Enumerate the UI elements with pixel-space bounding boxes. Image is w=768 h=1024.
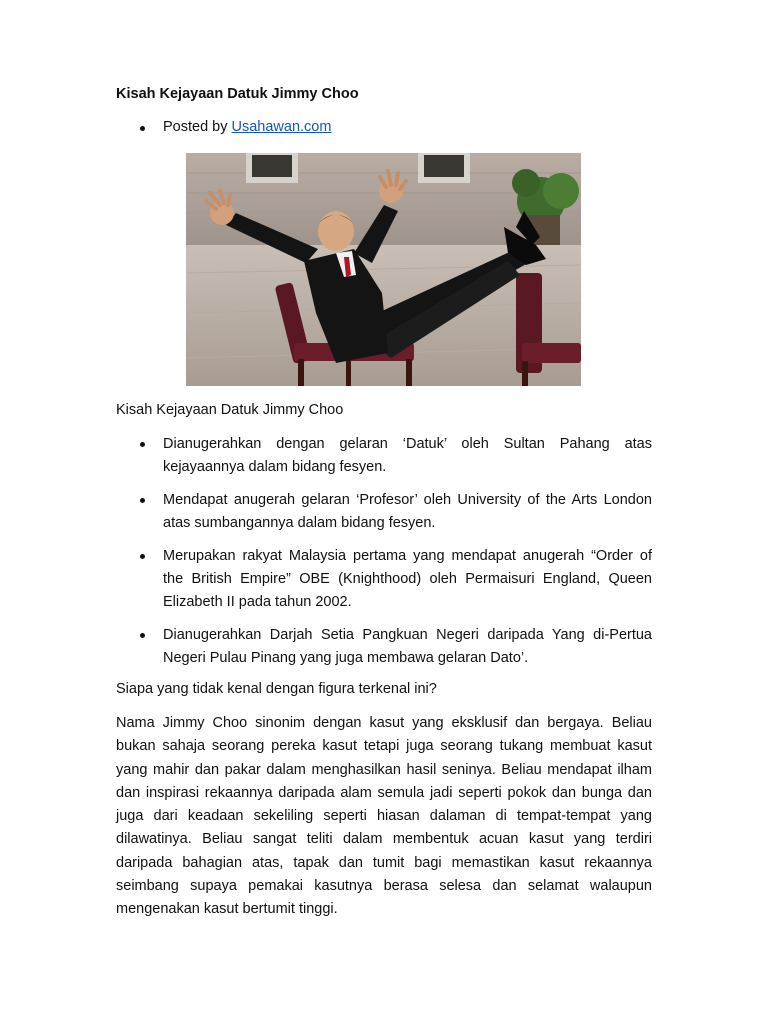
fact-item: Merupakan rakyat Malaysia pertama yang mendapat anugerah “Order of the British Empire” OBE (Knighthood) oleh Permaisuri England, Queen Elizabeth II pada tahun 2002. xyxy=(116,545,652,614)
source-link[interactable]: Usahawan.com xyxy=(231,119,332,135)
posted-by-list xyxy=(116,119,331,135)
section-subtitle: Kisah Kejayaan Datuk Jimmy Choo xyxy=(116,402,344,418)
person-on-chairs-photo xyxy=(186,153,581,386)
fact-item: Dianugerahkan dengan gelaran ‘Datuk’ oleh Sultan Pahang atas kejayaannya dalam bidang fesyen. xyxy=(116,433,652,479)
posted-by-item xyxy=(116,119,331,135)
question-text: Siapa yang tidak kenal dengan figura terkenal ini? xyxy=(116,681,437,697)
fact-item: Mendapat anugerah gelaran ‘Profesor’ oleh University of the Arts London atas sumbangannya dalam bidang fesyen. xyxy=(116,489,652,535)
document-title: Kisah Kejayaan Datuk Jimmy Choo xyxy=(116,86,359,102)
facts-list xyxy=(116,433,652,680)
fact-item: Dianugerahkan Darjah Setia Pangkuan Negeri daripada Yang di-Pertua Negeri Pulau Pinang yang juga membawa gelaran Dato’. xyxy=(116,624,652,670)
posted-by-prefix: Posted by xyxy=(163,119,232,135)
body-paragraph: Nama Jimmy Choo sinonim dengan kasut yang eksklusif dan bergaya. Beliau bukan sahaja seorang pereka kasut tetapi juga seorang tukang membuat kasut yang mahir dan pakar dalam menghasilkan hasil seninya. Beliau mendapat ilham dan inspirasi rekaannya daripada alam semula jadi seperti pokok dan bunga dan juga dari keadaan sekeliling seperti hiasan dalaman di tempat-tempat yang dilawatinya. Beliau sangat teliti dalam membentuk acuan kasut yang terdiri daripada bahagian atas, tapak dan tumit bagi memastikan kasut rekaannya seimbang supaya pemakai kasutnya berasa selesa dan selamat walaupun mengenakan kasut bertumit tinggi. xyxy=(116,715,652,918)
